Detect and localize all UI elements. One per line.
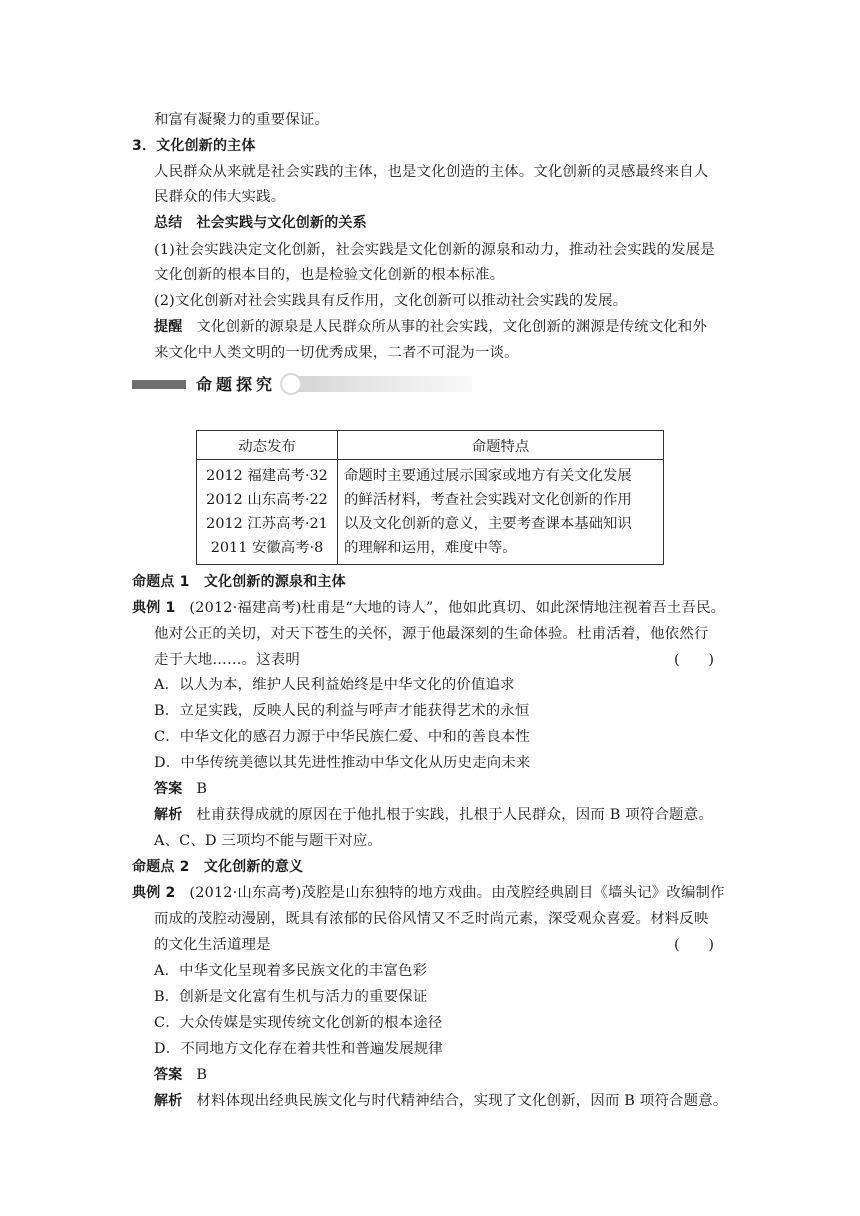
source-item: 2012 江苏高考·21 bbox=[206, 516, 328, 532]
banner-circle-icon bbox=[280, 373, 302, 395]
section-banner bbox=[132, 373, 472, 397]
example-label: 典例 1 bbox=[132, 600, 176, 616]
option-a: A．以人为本，维护人民利益始终是中华文化的价值追求 bbox=[154, 677, 515, 693]
paragraph-line: 来文化中人类文明的一切优秀成果，二者不可混为一谈。 bbox=[154, 345, 519, 361]
tip-line bbox=[154, 317, 707, 337]
option-c: C．大众传媒是实现传统文化创新的根本途径 bbox=[154, 1015, 443, 1031]
analysis-label: 解析 bbox=[154, 1093, 183, 1109]
paragraph-line: 和富有凝聚力的重要保证。 bbox=[154, 112, 330, 128]
answer-value: B bbox=[196, 781, 208, 797]
paragraph-line: 他对公正的关切，对天下苍生的关怀，源于他最深刻的生命体验。杜甫活着，他依然行 bbox=[154, 626, 709, 642]
table-cell-features bbox=[338, 460, 664, 565]
table-cell-sources bbox=[197, 460, 338, 565]
analysis-line bbox=[154, 1091, 727, 1111]
example-label: 典例 2 bbox=[132, 885, 176, 901]
paragraph-line: (2)文化创新对社会实践具有反作用，文化创新可以推动社会实践的发展。 bbox=[154, 293, 628, 309]
topic-point-2: 命题点 2 文化创新的意义 bbox=[132, 859, 304, 875]
option-b: B．创新是文化富有生机与活力的重要保证 bbox=[154, 989, 428, 1005]
feature-line: 的理解和运用，难度中等。 bbox=[344, 540, 517, 556]
option-a: A．中华文化呈现着多民族文化的丰富色彩 bbox=[154, 963, 428, 979]
paragraph-line: A、C、D 三项均不能与题干对应。 bbox=[154, 833, 382, 849]
example-1-stem bbox=[132, 598, 725, 618]
feature-line: 命题时主要通过展示国家或地方有关文化发展 bbox=[344, 468, 632, 484]
answer-paren: ( ) bbox=[674, 937, 715, 953]
analysis-text: 杜甫获得成就的原因在于他扎根于实践，扎根于人民群众，因而 B 项符合题意。 bbox=[196, 807, 713, 823]
answer-value: B bbox=[196, 1067, 208, 1083]
paragraph-line: 文化创新的根本目的，也是检验文化创新的根本标准。 bbox=[154, 267, 505, 283]
tip-text: 文化创新的源泉是人民群众所从事的社会实践，文化创新的渊源是传统文化和外 bbox=[196, 319, 708, 335]
paragraph-line: 而成的茂腔动漫剧，既具有浓郁的民俗风情又不乏时尚元素，深受观众喜爱。材料反映 bbox=[154, 911, 709, 927]
exam-table bbox=[196, 430, 664, 565]
answer-line bbox=[154, 1065, 207, 1085]
table-header: 命题特点 bbox=[338, 431, 664, 460]
summary-title: 社会实践与文化创新的关系 bbox=[196, 215, 367, 231]
analysis-label: 解析 bbox=[154, 807, 183, 823]
analysis-line bbox=[154, 805, 713, 825]
stem-text: (2012·山东高考)茂腔是山东独特的地方戏曲。由茂腔经典剧目《墙头记》改编制作 bbox=[189, 885, 725, 901]
option-c: C．中华文化的感召力源于中华民族仁爱、中和的善良本性 bbox=[154, 729, 530, 745]
answer-label: 答案 bbox=[154, 781, 183, 797]
paragraph-line: (1)社会实践决定文化创新，社会实践是文化创新的源泉和动力，推动社会实践的发展是 bbox=[154, 242, 715, 258]
option-d: D．不同地方文化存在着共性和普遍发展规律 bbox=[154, 1041, 443, 1057]
example-2-stem bbox=[132, 883, 725, 903]
paragraph-line: 走于大地……。这表明 bbox=[154, 652, 300, 668]
summary-heading bbox=[154, 213, 367, 233]
summary-label: 总结 bbox=[154, 215, 183, 231]
stem-text: (2012·福建高考)杜甫是“大地的诗人”，他如此真切、如此深情地注视着吾土吾民。 bbox=[189, 600, 726, 616]
banner-bar bbox=[132, 380, 186, 389]
answer-paren: ( ) bbox=[674, 652, 715, 668]
feature-line: 以及文化创新的意义，主要考查课本基础知识 bbox=[344, 516, 632, 532]
tip-label: 提醒 bbox=[154, 319, 183, 335]
feature-line: 的鲜活材料，考查社会实践对文化创新的作用 bbox=[344, 492, 632, 508]
answer-label: 答案 bbox=[154, 1067, 183, 1083]
answer-line bbox=[154, 779, 207, 799]
banner-fade bbox=[280, 376, 472, 392]
paragraph-line: 人民群众从来就是社会实践的主体，也是文化创造的主体。文化创新的灵感最终来自人 bbox=[154, 164, 709, 180]
paragraph-line: 民群众的伟大实践。 bbox=[154, 189, 286, 205]
source-item: 2012 山东高考·22 bbox=[206, 492, 328, 508]
section-title: 命题探究 bbox=[196, 375, 277, 394]
option-d: D．中华传统美德以其先进性推动中华文化从历史走向未来 bbox=[154, 755, 531, 771]
source-item: 2012 福建高考·32 bbox=[206, 468, 328, 484]
option-b: B．立足实践，反映人民的利益与呼声才能获得艺术的永恒 bbox=[154, 703, 530, 719]
table-header: 动态发布 bbox=[197, 431, 338, 460]
paragraph-line: 的文化生活道理是 bbox=[154, 937, 271, 953]
analysis-text: 材料体现出经典民族文化与时代精神结合，实现了文化创新，因而 B 项符合题意。 bbox=[196, 1093, 728, 1109]
topic-point-1: 命题点 1 文化创新的源泉和主体 bbox=[132, 574, 346, 590]
heading-3: 3．文化创新的主体 bbox=[132, 138, 256, 154]
source-item: 2011 安徽高考·8 bbox=[210, 540, 324, 556]
